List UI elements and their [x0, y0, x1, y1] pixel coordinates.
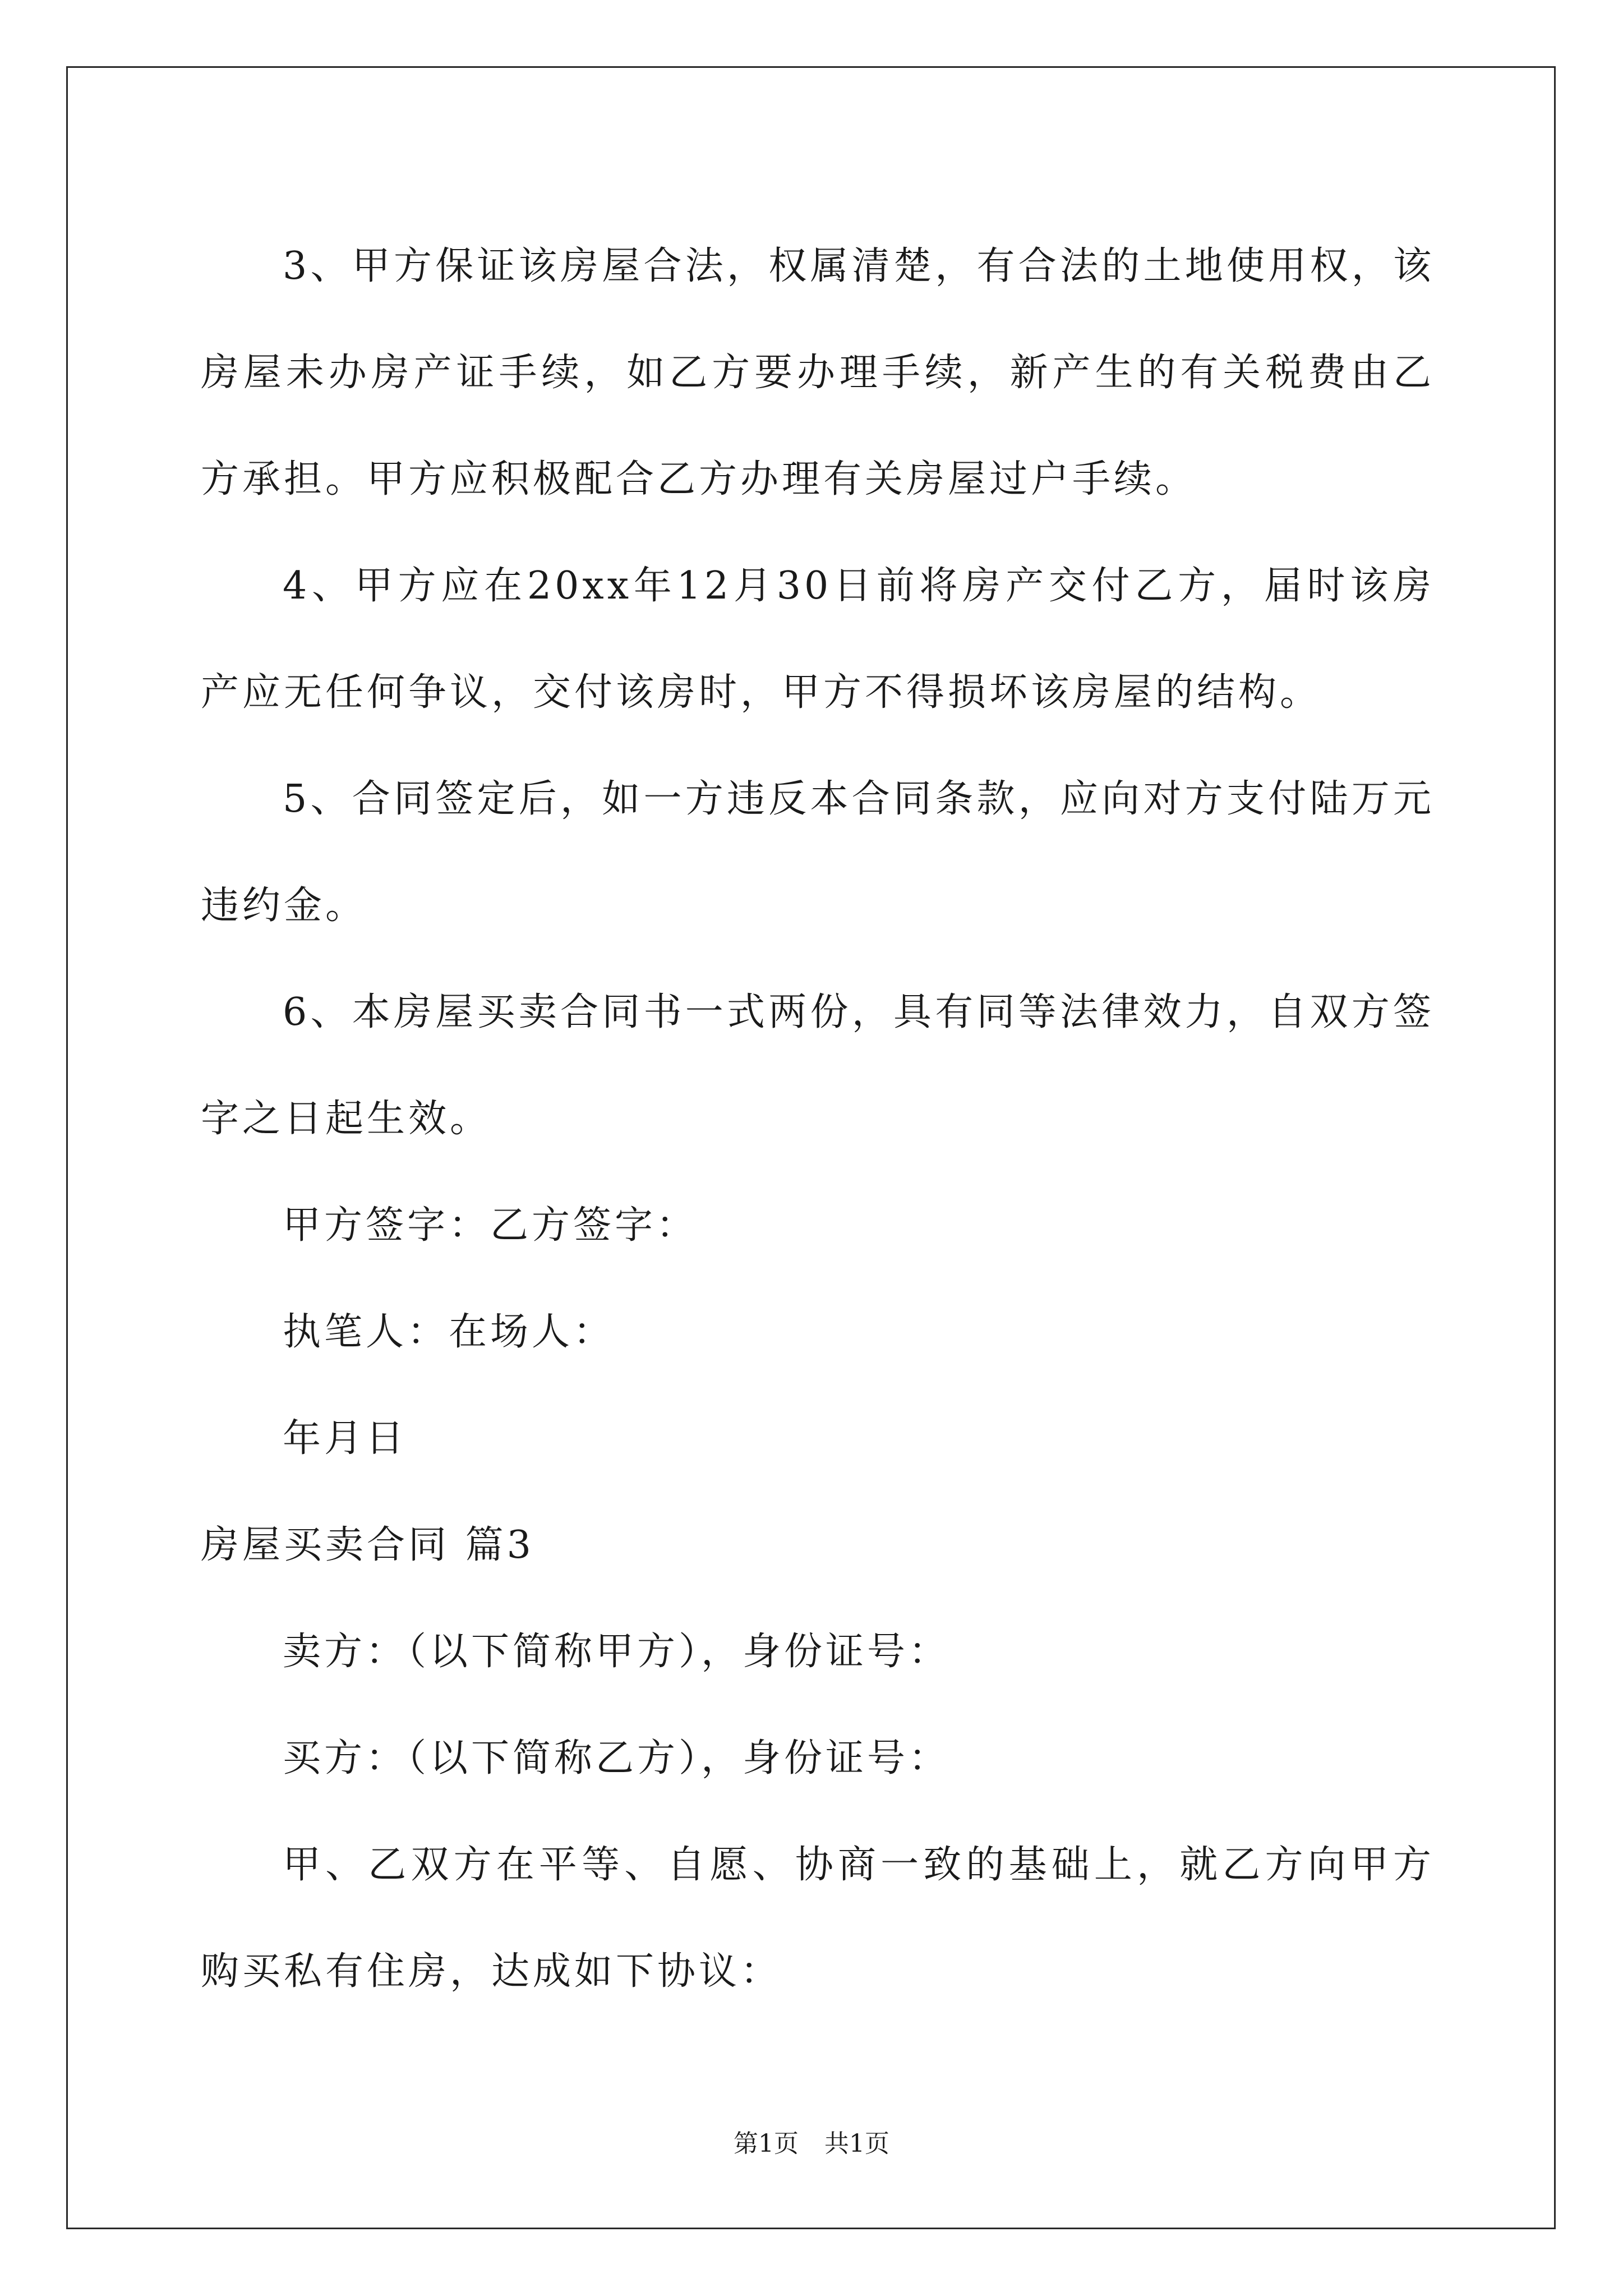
page-current: 第1页 [734, 2129, 799, 2158]
date-line: 年月日 [283, 1416, 408, 1461]
page-total: 共1页 [824, 2129, 889, 2158]
seller-line: 卖方：（以下简称甲方），身份证号： [283, 1630, 951, 1674]
section-heading: 房屋买卖合同 篇3 [201, 1523, 534, 1567]
clause-3: 3、甲方保证该房屋合法，权属清楚，有合法的土地使用权，该房屋未办房产证手续，如乙方要办理手续，新产生的有关税费由乙方承担。甲方应积极配合乙方办理有关房屋过户手续。 [201, 244, 1435, 501]
witness-line: 执笔人：在场人： [283, 1310, 615, 1354]
clause-6: 6、本房屋买卖合同书一式两份，具有同等法律效力，自双方签字之日起生效。 [201, 990, 1435, 1141]
clause-4: 4、甲方应在20xx年12月30日前将房产交付乙方，届时该房产应无任何争议，交付该房时，甲方不得损坏该房屋的结构。 [201, 564, 1435, 715]
clause-5: 5、合同签定后，如一方违反本合同条款，应向对方支付陆万元违约金。 [201, 777, 1435, 928]
buyer-line: 买方：（以下简称乙方），身份证号： [283, 1736, 951, 1780]
signature-line: 甲方签字：乙方签字： [283, 1203, 698, 1248]
agreement-intro: 甲、乙双方在平等、自愿、协商一致的基础上，就乙方向甲方购买私有住房，达成如下协议： [201, 1843, 1435, 1994]
document-body [201, 213, 1435, 2025]
page-footer [0, 2123, 1623, 2159]
